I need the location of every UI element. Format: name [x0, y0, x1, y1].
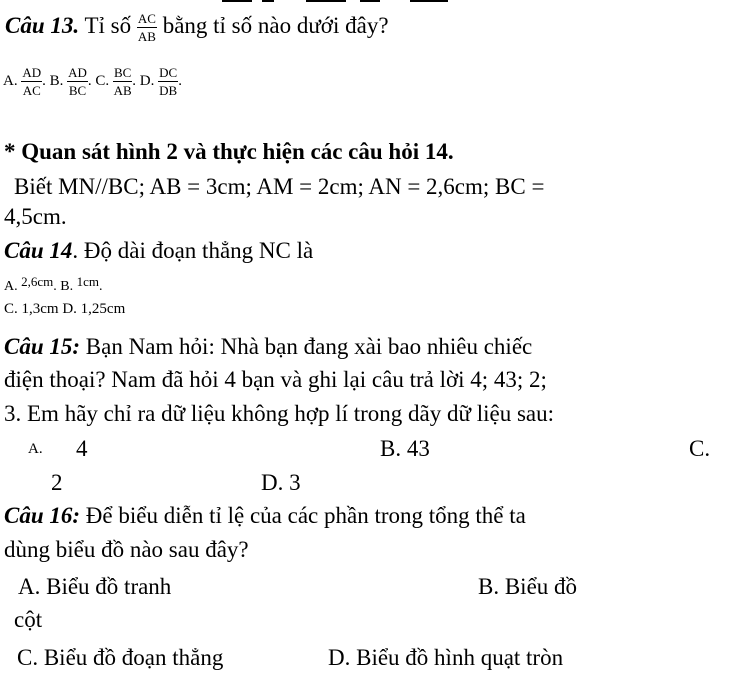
- q13-option-b-den: BC: [68, 83, 87, 98]
- q15-line-3: 3. Em hãy chỉ ra dữ liệu không hợp lí trong dãy dữ liệu sau:: [4, 401, 555, 426]
- q13-option-a-letter: A.: [3, 72, 18, 89]
- q16-line-1: [4, 503, 526, 529]
- q13-option-b[interactable]: [49, 65, 96, 98]
- q15-option-a-value: 4: [76, 436, 88, 461]
- q15-option-b[interactable]: B. 43: [380, 436, 430, 461]
- q13-option-a[interactable]: [3, 65, 50, 98]
- q13-option-a-sep: .: [42, 72, 46, 89]
- q15-option-d[interactable]: D. 3: [261, 470, 301, 495]
- q16-option-a[interactable]: A. Biểu đồ tranh: [18, 574, 172, 599]
- q13-ratio: [137, 12, 157, 43]
- q13-option-d-letter: D.: [139, 72, 155, 89]
- q13-text-before: Tỉ số: [84, 12, 132, 38]
- q16-line-2: dùng biểu đồ nào sau đây?: [4, 537, 249, 562]
- q14-options-ab: [4, 274, 103, 295]
- q16-line-1-text: Để biểu diễn tỉ lệ của các phần trong tổng thể ta: [85, 503, 526, 528]
- q13-option-d-frac: [158, 66, 178, 97]
- q16-option-b[interactable]: B. Biểu đồ: [478, 574, 578, 599]
- q16-option-d[interactable]: D. Biểu đồ hình quạt tròn: [328, 645, 564, 670]
- q13-option-c-letter: C.: [95, 72, 110, 89]
- q13-options: [3, 66, 182, 97]
- q15-option-a-letter[interactable]: A.: [28, 441, 43, 457]
- q13-option-c-sep: .: [132, 72, 137, 89]
- q14-stem: [4, 238, 313, 264]
- q15-option-c-letter[interactable]: C.: [689, 436, 711, 461]
- q13-option-a-frac: [21, 66, 42, 97]
- q14-sep-ab[interactable]: . B.: [53, 279, 74, 294]
- given-line-1: Biết MN//BC; AB = 3cm; AM = 2cm; AN = 2,6cm; BC =: [14, 174, 545, 199]
- q13-ratio-den: AB: [137, 29, 156, 44]
- q14-option-a-value: 2,6cm: [21, 274, 54, 289]
- q13-option-a-num: AD: [22, 65, 42, 80]
- q13-stem: [5, 12, 389, 43]
- q15-label: Câu 15:: [4, 334, 81, 359]
- q14-option-b-value: 1cm: [76, 274, 99, 289]
- q16-label: Câu 16:: [4, 503, 81, 528]
- q13-option-b-num: AD: [68, 65, 87, 80]
- q14-option-d[interactable]: D. 1,25cm: [62, 301, 126, 317]
- q13-option-c-frac: [113, 66, 132, 97]
- q13-option-d[interactable]: [139, 65, 182, 98]
- q14-options-cd: [4, 301, 125, 318]
- q14-option-a-letter[interactable]: A.: [4, 279, 18, 294]
- q13-option-d-den: DB: [159, 83, 178, 98]
- q13-label: Câu 13.: [5, 12, 80, 38]
- q15-line-1: [4, 334, 532, 360]
- q14-text: . Độ dài đoạn thẳng NC là: [72, 238, 314, 263]
- q13-option-c[interactable]: [95, 65, 139, 98]
- q13-text-after: bằng tỉ số nào dưới đây?: [162, 12, 389, 38]
- section-heading: * Quan sát hình 2 và thực hiện các câu hỏi 14.: [4, 139, 454, 164]
- q13-option-a-den: AC: [22, 83, 41, 98]
- q15-line-1-text: Bạn Nam hỏi: Nhà bạn đang xài bao nhiêu chiếc: [85, 334, 533, 359]
- q13-ratio-num: AC: [137, 11, 156, 26]
- q16-option-c[interactable]: C. Biểu đồ đoạn thẳng: [17, 645, 224, 670]
- q16-option-b-continued: cột: [14, 607, 43, 632]
- q13-option-d-sep: .: [178, 72, 182, 89]
- q15-line-2: điện thoại? Nam đã hỏi 4 bạn và ghi lại câu trả lời 4; 43; 2;: [4, 367, 547, 392]
- q14-option-b-end: .: [99, 279, 103, 294]
- q14-option-c[interactable]: C. 1,3cm: [4, 301, 59, 317]
- q13-option-d-num: DC: [159, 65, 178, 80]
- q13-option-b-frac: [67, 66, 88, 97]
- q13-option-b-letter: B.: [49, 72, 64, 89]
- q13-option-c-num: BC: [113, 65, 132, 80]
- q13-option-b-sep: .: [87, 72, 92, 89]
- q15-option-c-value: 2: [51, 470, 63, 495]
- given-line-2: 4,5cm.: [4, 204, 67, 229]
- q13-option-c-den: AB: [113, 83, 132, 98]
- q14-label: Câu 14: [4, 238, 73, 263]
